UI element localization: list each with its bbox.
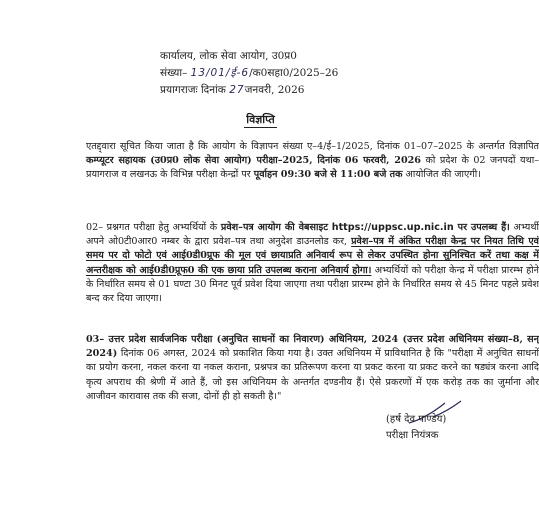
paragraph-1-exam-time: पूर्वाहन 09:30 बजे से 11:00 बजे तक [253, 169, 403, 181]
signatory-designation: परीक्षा नियंत्रक [386, 430, 439, 441]
reference-number-suffix: /क0सहा0/2025–26 [249, 67, 339, 79]
notice-title-text: विज्ञप्ति [246, 113, 275, 126]
paragraph-3 [38, 333, 539, 404]
paragraph-1-text-a: एतद्द्वारा सूचित किया जाता है कि आयोग के विज्ञापन संख्या ए–4/ई–1/2025, दिनांक 01–07–2025 के अन्तर्गत विज्ञापित [86, 141, 539, 152]
paragraph-2-text-c: अभ्यर्थियों को परीक्षा केन्द्र में परीक्षा प्रारम्भ होने के निर्धारित समय से 01 घण्टा 30 मिनट पूर्व प्रवेश दिया जाएगा तथा परीक्षा प्रारम्भ होने के निर्धारित समय से 45 मिनट पहले प्रवेश बन्द कर दिया जाएगा। [86, 264, 539, 305]
paragraph-2-available: पर उपलब्ध हैं। [453, 222, 510, 233]
issue-date-label: प्रयागराजः दिनांक [160, 84, 226, 96]
paragraph-2-text-a: 02– प्रश्नगत परीक्षा हेतु अभ्यर्थियों के [86, 222, 221, 233]
signatory-block [386, 412, 446, 444]
paragraph-1 [38, 140, 539, 183]
issue-date-handwritten-day: 27 [229, 84, 245, 96]
paragraph-2 [38, 221, 539, 306]
reference-number [160, 65, 338, 82]
paragraph-2-admit-card: प्रवेश–पत्र आयोग की वेबसाइट [220, 222, 329, 233]
signatory-name: (हर्ष देव पाण्डेय) [386, 414, 447, 425]
paragraph-1-exam-name: कम्प्यूटर सहायक (उ0प्र0 लोक सेवा आयोग) परीक्षा–2025, दिनांक 06 फरवरी, 2026 [86, 155, 421, 167]
issue-date [160, 82, 338, 99]
paragraph-1-text-b: को प्रदेश के 02 जनपदों यथा– प्रयागराज व लखनऊ के विभिन्न परीक्षा केन्द्रों पर [86, 155, 539, 181]
paragraph-3-text: दिनांक 06 अगस्त, 2024 को प्रकाशित किया गया है। उक्त अधिनियम में प्राविधानित है कि "परीक्षा में अनुचित साधनों का प्रयोग करना, नकल करना या नकल कराना, प्रश्नपत्र का प्रतिरूपण करना या प्रकट करना या प्रकट करने का षड्यंत्र करना आदि कृत्य अपराध की श्रेणी में आते हैं, जो इस अधिनियम के अन्तर्गत दण्डनीय हैं। ऐसे प्रकरणों में एक करोड़ तक का जुर्माना और आजीवन कारावास तक की सजा, दोनों ही हो सकती है।" [86, 348, 539, 402]
paragraph-3-act-name: 03– उत्तर प्रदेश सार्वजनिक परीक्षा (अनुचित साधनों का निवारण) अधिनियम, 2024 (उत्तर प्रदेश अधिनियम संख्या–8, सन् 2024) [86, 334, 539, 360]
letter-header [160, 48, 338, 99]
reference-number-label: संख्या– [160, 67, 188, 79]
notice-title [0, 112, 521, 127]
website-link[interactable]: https://uppsc.up.nic.in [331, 222, 454, 233]
reference-number-handwritten: 13/01/ई-6 [190, 67, 250, 79]
office-name: कार्यालय, लोक सेवा आयोग, उ0प्र0 [160, 50, 297, 62]
issue-date-suffix: जनवरी, 2026 [244, 84, 305, 96]
paragraph-2-text-b: अभ्यर्थी अपने ओ0टी0आर0 नम्बर के द्वारा प्रवेश–पत्र तथा अनुदेश डाउनलोड कर, [86, 222, 539, 248]
paragraph-2-instructions: प्रवेश–पत्र में अंकित परीक्षा केन्द्र पर नियत तिथि एवं समय पर दो फोटो एवं आई0डी0प्रूफ की मूल एवं छायाप्रति अनिवार्य रूप से लेकर उपस्थित होना सुनिश्चित करें तथा कक्ष में अन्तरीक्षक को आई0डी0प्रूफ0 की एक छाया प्रति उपलब्ध कराना अनिवार्य होगा। [86, 236, 539, 276]
paragraph-1-text-c: आयोजित की जाएगी। [402, 169, 481, 181]
